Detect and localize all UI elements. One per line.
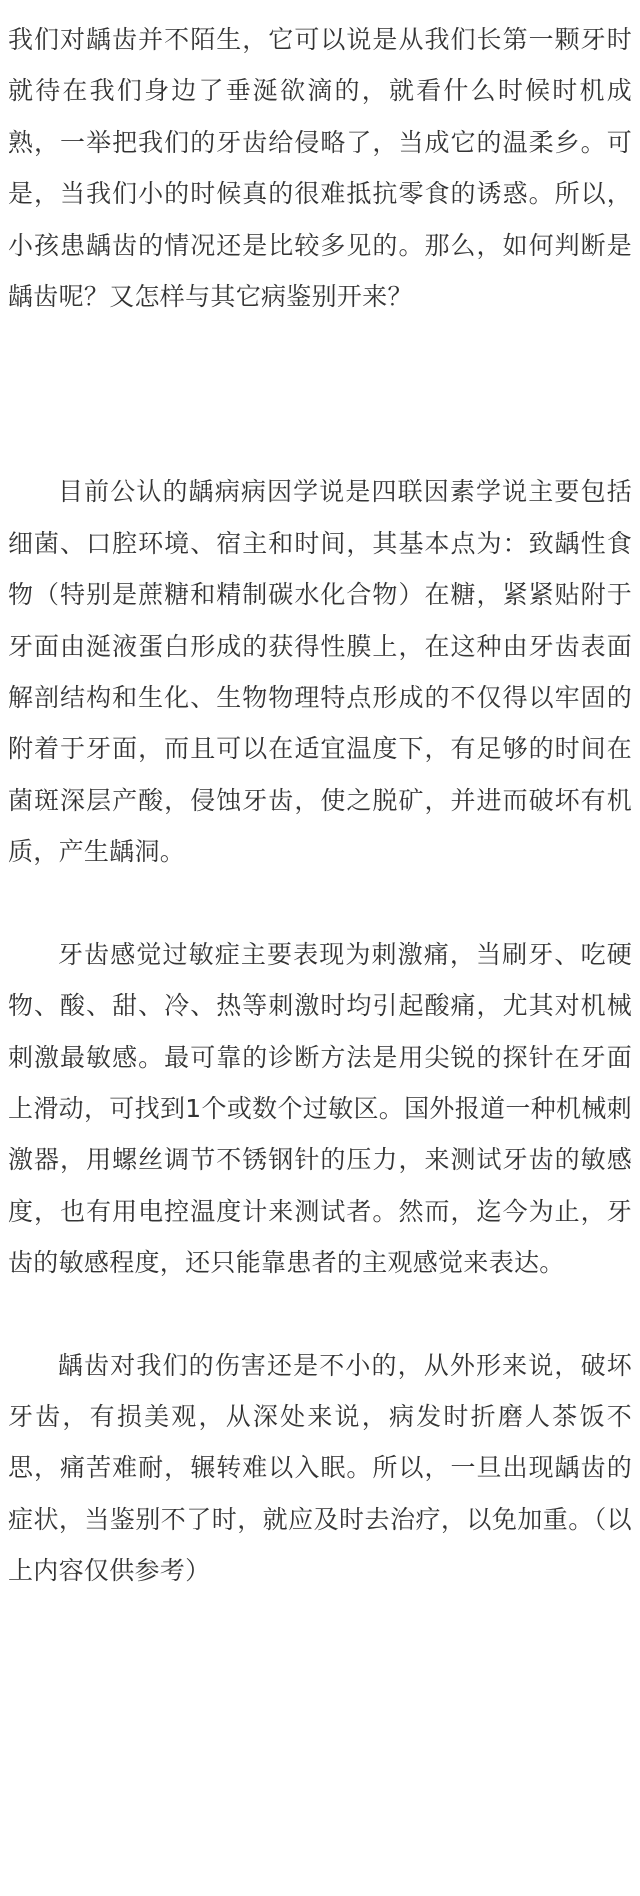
article-body	[8, 14, 632, 1597]
paragraph-intro: 我们对龋齿并不陌生，它可以说是从我们长第一颗牙时就待在我们身边了垂涎欲滴的，就看什么时候时机成熟，一举把我们的牙齿给侵略了，当成它的温柔乡。可是，当我们小的时候真的很难抵抗零食的诱惑。所以，小孩患龋齿的情况还是比较多见的。那么，如何判断是龋齿呢？又怎样与其它病鉴别开来？	[8, 25, 632, 312]
paragraph-sensitivity: 牙齿感觉过敏症主要表现为刺激痛，当刷牙、吃硬物、酸、甜、冷、热等刺激时均引起酸痛，尤其对机械刺激最敏感。最可靠的诊断方法是用尖锐的探针在牙面上滑动，可找到1个或数个过敏区。国外报道一种机械刺激器，用螺丝调节不锈钢针的压力，来测试牙齿的敏感度，也有用电控温度计来测试者。然而，迄今为止，牙齿的敏感程度，还只能靠患者的主观感觉来表达。	[8, 939, 632, 1278]
paragraph-spacer	[8, 1289, 632, 1340]
paragraph-spacer	[8, 878, 632, 929]
paragraph-conclusion: 龋齿对我们的伤害还是不小的，从外形来说，破坏牙齿，有损美观，从深处来说，病发时折磨人茶饭不思，痛苦难耐，辗转难以入眠。所以，一旦出现龋齿的症状，当鉴别不了时，就应及时去治疗，以免加重。（以上内容仅供参考）	[8, 1350, 632, 1586]
paragraph-spacer	[8, 322, 632, 466]
paragraph-etiology: 目前公认的龋病病因学说是四联因素学说主要包括细菌、口腔环境、宿主和时间，其基本点为：致龋性食物（特别是蔗糖和精制碳水化合物）在糖，紧紧贴附于牙面由涎液蛋白形成的获得性膜上，在这种由牙齿表面解剖结构和生化、生物物理特点形成的不仅得以牢固的附着于牙面，而且可以在适宜温度下，有足够的时间在菌斑深层产酸，侵蚀牙齿，使之脱矿，并进而破坏有机质，产生龋洞。	[8, 477, 632, 867]
